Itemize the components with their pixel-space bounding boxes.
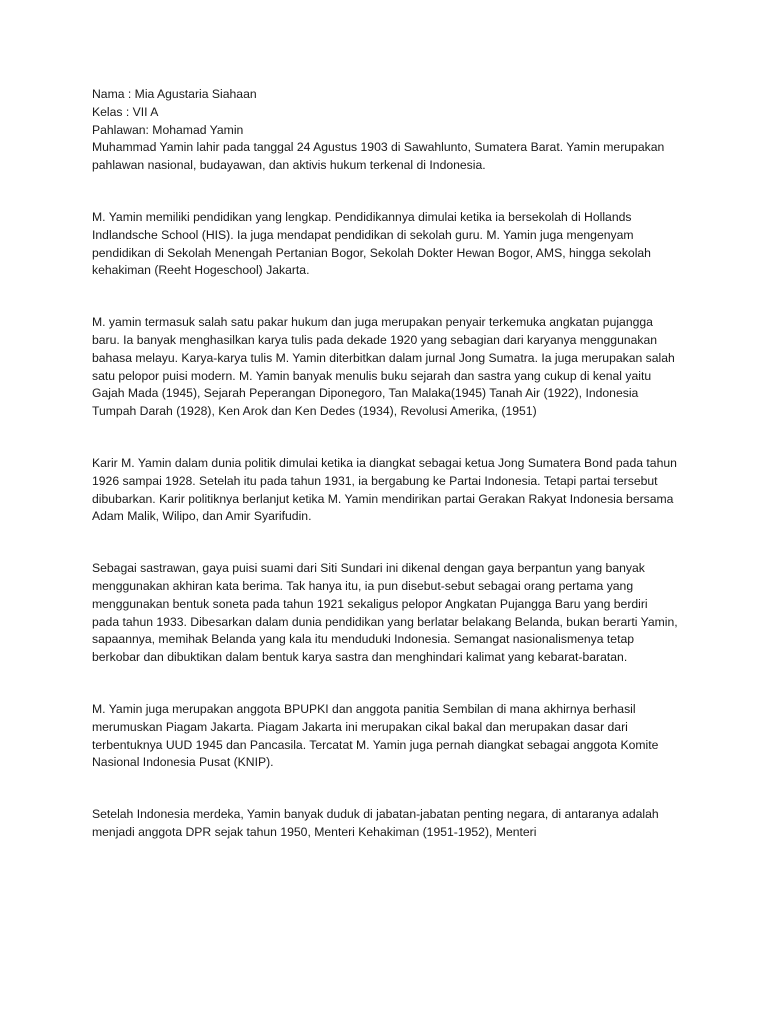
- paragraph-bpupki: M. Yamin juga merupakan anggota BPUPKI dan anggota panitia Sembilan di mana akhirnya berhasil merumuskan Piagam Jakarta. Piagam Jakarta ini merupakan cikal bakal dan merupakan dasar dari terbentuknya UUD 1945 dan Pancasila. Tercatat M. Yamin juga pernah diangkat sebagai anggota Komite Nasional Indonesia Pusat (KNIP).: [92, 701, 659, 770]
- paragraph-political-career: Karir M. Yamin dalam dunia politik dimulai ketika ia diangkat sebagai ketua Jong Sumatera Bond pada tahun 1926 sampai 1928. Setelah itu pada tahun 1931, ia bergabung ke Partai Indonesia. Tetapi partai tersebut dibubarkan. Karir politiknya berlanjut ketika M. Yamin mendirikan partai Gerakan Rakyat Indonesia bersama Adam Malik, Wilipo, dan Amir Syarifudin.: [92, 455, 677, 524]
- hero-name-line: Pahlawan: Mohamad Yamin: [92, 122, 244, 137]
- paragraph-birth: Muhammad Yamin lahir pada tanggal 24 Agustus 1903 di Sawahlunto, Sumatera Barat. Yamin merupakan pahlawan nasional, budayawan, dan aktivis hukum terkenal di Indonesia.: [92, 140, 665, 173]
- paragraph-literary-works: M. yamin termasuk salah satu pakar hukum dan juga merupakan penyair terkemuka angkatan pujangga baru. Ia banyak menghasilkan karya tulis pada dekade 1920 yang sebagian dari karyanya menggunakan bahasa melayu. Karya-karya tulis M. Yamin diterbitkan dalam jurnal Jong Sumatra. Ia juga merupakan salah satu pelopor puisi modern. M. Yamin banyak menulis buku sejarah dan sastra yang cukup di kenal yaitu Gajah Mada (1945), Sejarah Peperangan Diponegoro, Tan Malaka(1945) Tanah Air (1922), Indonesia Tumpah Darah (1928), Ken Arok dan Ken Dedes (1934), Revolusi Amerika, (1951): [92, 315, 675, 419]
- paragraph-education: M. Yamin memiliki pendidikan yang lengkap. Pendidikannya dimulai ketika ia bersekolah di Hollands Indlandsche School (HIS). Ia juga mendapat pendidikan di sekolah guru. M. Yamin juga mengenyam pendidikan di Sekolah Menengah Pertanian Bogor, Sekolah Dokter Hewan Bogor, AMS, hingga sekolah kehakiman (Reeht Hogeschool) Jakarta.: [92, 209, 651, 278]
- student-name-line: Nama : Mia Agustaria Siahaan: [92, 87, 257, 101]
- paragraph-after-independence: Setelah Indonesia merdeka, Yamin banyak duduk di jabatan-jabatan penting negara, di antaranya adalah menjadi anggota DPR sejak tahun 1950, Menteri Kehakiman (1951-1952), Menteri: [92, 807, 659, 839]
- student-class-line: Kelas : VII A: [92, 104, 159, 119]
- document-body: [92, 86, 678, 842]
- paragraph-poetry-style: Sebagai sastrawan, gaya puisi suami dari Siti Sundari ini dikenal dengan gaya berpantun yang banyak menggunakan akhiran kata berima. Tak hanya itu, ia pun disebut-sebut sebagai orang pertama yang menggunakan bentuk soneta pada tahun 1921 sekaligus pelopor Angkatan Pujangga Baru yang berdiri pada tahun 1933. Dibesarkan dalam dunia pendidikan yang berlatar belakang Belanda, bukan berarti Yamin, sapaannya, memihak Belanda yang kala itu menduduki Indonesia. Semangat nasionalismenya tetap berkobar dan dibuktikan dalam bentuk karya sastra dan menghindari kalimat yang kebarat-baratan.: [92, 561, 678, 665]
